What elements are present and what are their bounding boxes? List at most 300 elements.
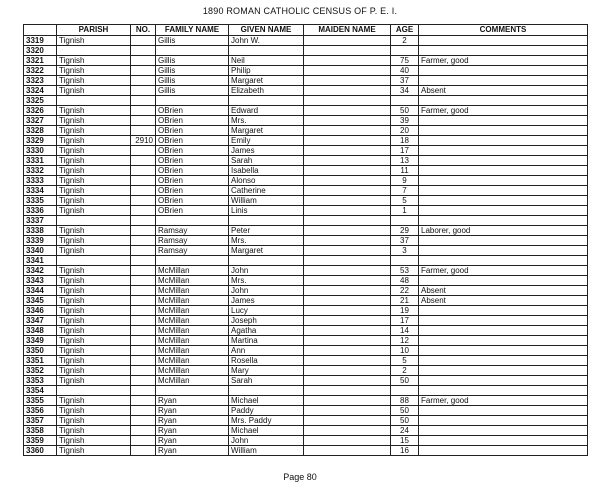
table-row (24, 126, 588, 136)
given-name-cell: Catherine (229, 186, 304, 196)
age-cell: 3 (391, 246, 419, 256)
age-cell: 29 (391, 226, 419, 236)
age-cell: 1 (391, 206, 419, 216)
maiden-name-cell (304, 196, 391, 206)
maiden-name-cell (304, 76, 391, 86)
row-number: 3340 (24, 246, 57, 256)
comments-cell (419, 206, 588, 216)
given-name-cell: Peter (229, 226, 304, 236)
family-no-cell (131, 346, 156, 356)
row-number: 3320 (24, 46, 57, 56)
row-number: 3325 (24, 96, 57, 106)
given-name-cell: Mrs. (229, 276, 304, 286)
maiden-name-cell (304, 86, 391, 96)
maiden-name-cell (304, 406, 391, 416)
table-row (24, 136, 588, 146)
family-no-cell (131, 266, 156, 276)
given-name-cell: Michael (229, 426, 304, 436)
family-no-cell (131, 126, 156, 136)
comments-cell (419, 176, 588, 186)
table-row (24, 406, 588, 416)
family-no-cell (131, 106, 156, 116)
parish-cell: Tignish (57, 416, 131, 426)
table-row (24, 206, 588, 216)
maiden-name-cell (304, 396, 391, 406)
table-row (24, 426, 588, 436)
comments-cell: Farmer, good (419, 106, 588, 116)
family-name-cell: OBrien (156, 206, 229, 216)
parish-cell: Tignish (57, 406, 131, 416)
age-cell: 50 (391, 376, 419, 386)
parish-cell: Tignish (57, 146, 131, 156)
row-number: 3328 (24, 126, 57, 136)
parish-cell: Tignish (57, 446, 131, 456)
age-cell: 17 (391, 146, 419, 156)
maiden-name-cell (304, 96, 391, 106)
age-cell: 17 (391, 316, 419, 326)
family-name-cell: McMillan (156, 316, 229, 326)
row-number: 3329 (24, 136, 57, 146)
given-name-cell: Neil (229, 56, 304, 66)
family-name-cell: Gillis (156, 76, 229, 86)
parish-cell: Tignish (57, 166, 131, 176)
age-cell (391, 256, 419, 266)
row-number: 3346 (24, 306, 57, 316)
comments-cell (419, 406, 588, 416)
comments-cell: Farmer, good (419, 396, 588, 406)
comments-cell (419, 336, 588, 346)
row-number: 3359 (24, 436, 57, 446)
given-name-cell: Paddy (229, 406, 304, 416)
family-no-cell (131, 416, 156, 426)
given-name-cell: Ann (229, 346, 304, 356)
table-row (24, 216, 588, 226)
maiden-name-cell (304, 136, 391, 146)
maiden-name-cell (304, 176, 391, 186)
row-number: 3348 (24, 326, 57, 336)
age-cell (391, 46, 419, 56)
given-name-cell: John (229, 266, 304, 276)
given-name-cell: Rosella (229, 356, 304, 366)
maiden-name-cell (304, 66, 391, 76)
family-no-cell (131, 186, 156, 196)
given-name-cell: Mrs. Paddy (229, 416, 304, 426)
given-name-cell: Joseph (229, 316, 304, 326)
row-number: 3342 (24, 266, 57, 276)
row-number: 3344 (24, 286, 57, 296)
family-no-cell (131, 246, 156, 256)
given-name-cell: Mrs. (229, 236, 304, 246)
col-header-age: AGE (391, 25, 419, 36)
family-no-cell (131, 36, 156, 46)
census-body (24, 36, 588, 456)
age-cell (391, 216, 419, 226)
comments-cell (419, 46, 588, 56)
row-number: 3322 (24, 66, 57, 76)
comments-cell (419, 236, 588, 246)
family-no-cell (131, 306, 156, 316)
family-name-cell: OBrien (156, 146, 229, 156)
parish-cell: Tignish (57, 156, 131, 166)
row-number: 3330 (24, 146, 57, 156)
comments-cell (419, 136, 588, 146)
family-name-cell: Ryan (156, 406, 229, 416)
comments-cell (419, 96, 588, 106)
comments-cell (419, 436, 588, 446)
table-row (24, 266, 588, 276)
family-no-cell (131, 66, 156, 76)
given-name-cell (229, 256, 304, 266)
age-cell: 50 (391, 416, 419, 426)
family-no-cell (131, 326, 156, 336)
col-header-no: NO. (131, 25, 156, 36)
family-name-cell (156, 216, 229, 226)
family-no-cell (131, 446, 156, 456)
family-name-cell (156, 96, 229, 106)
family-name-cell: OBrien (156, 186, 229, 196)
maiden-name-cell (304, 386, 391, 396)
family-no-cell (131, 176, 156, 186)
family-no-cell (131, 436, 156, 446)
table-row (24, 226, 588, 236)
family-name-cell: Ryan (156, 416, 229, 426)
row-number: 3355 (24, 396, 57, 406)
row-number: 3333 (24, 176, 57, 186)
age-cell: 16 (391, 446, 419, 456)
table-row (24, 236, 588, 246)
given-name-cell (229, 96, 304, 106)
table-row (24, 446, 588, 456)
family-name-cell: Ramsay (156, 246, 229, 256)
age-cell: 5 (391, 196, 419, 206)
parish-cell: Tignish (57, 106, 131, 116)
row-number: 3353 (24, 376, 57, 386)
table-row (24, 436, 588, 446)
family-name-cell: OBrien (156, 166, 229, 176)
table-row (24, 96, 588, 106)
parish-cell: Tignish (57, 86, 131, 96)
family-no-cell (131, 86, 156, 96)
parish-cell: Tignish (57, 246, 131, 256)
comments-cell (419, 126, 588, 136)
family-no-cell (131, 296, 156, 306)
family-name-cell: Ryan (156, 426, 229, 436)
age-cell: 53 (391, 266, 419, 276)
maiden-name-cell (304, 436, 391, 446)
table-row (24, 396, 588, 406)
age-cell: 48 (391, 276, 419, 286)
parish-cell: Tignish (57, 136, 131, 146)
family-no-cell (131, 206, 156, 216)
maiden-name-cell (304, 316, 391, 326)
parish-cell (57, 256, 131, 266)
row-number: 3337 (24, 216, 57, 226)
age-cell: 75 (391, 56, 419, 66)
parish-cell: Tignish (57, 286, 131, 296)
parish-cell: Tignish (57, 56, 131, 66)
family-name-cell: Gillis (156, 66, 229, 76)
given-name-cell: Philip (229, 66, 304, 76)
comments-cell (419, 316, 588, 326)
age-cell: 37 (391, 236, 419, 246)
maiden-name-cell (304, 56, 391, 66)
census-table (23, 24, 588, 456)
comments-cell (419, 66, 588, 76)
maiden-name-cell (304, 426, 391, 436)
maiden-name-cell (304, 296, 391, 306)
table-row (24, 256, 588, 266)
given-name-cell: John (229, 436, 304, 446)
maiden-name-cell (304, 216, 391, 226)
parish-cell: Tignish (57, 436, 131, 446)
row-number: 3358 (24, 426, 57, 436)
age-cell: 34 (391, 86, 419, 96)
maiden-name-cell (304, 326, 391, 336)
maiden-name-cell (304, 146, 391, 156)
parish-cell: Tignish (57, 176, 131, 186)
maiden-name-cell (304, 46, 391, 56)
family-no-cell (131, 356, 156, 366)
family-name-cell: McMillan (156, 376, 229, 386)
parish-cell: Tignish (57, 336, 131, 346)
given-name-cell (229, 46, 304, 56)
parish-cell (57, 46, 131, 56)
col-header-maiden-name: MAIDEN NAME (304, 25, 391, 36)
given-name-cell: Sarah (229, 376, 304, 386)
parish-cell: Tignish (57, 206, 131, 216)
family-no-cell (131, 156, 156, 166)
age-cell: 50 (391, 406, 419, 416)
comments-cell (419, 416, 588, 426)
comments-cell: Laborer, good (419, 226, 588, 236)
table-row (24, 356, 588, 366)
given-name-cell: Michael (229, 396, 304, 406)
given-name-cell: John W. (229, 36, 304, 46)
comments-cell (419, 76, 588, 86)
comments-cell (419, 186, 588, 196)
maiden-name-cell (304, 206, 391, 216)
comments-cell (419, 366, 588, 376)
age-cell: 5 (391, 356, 419, 366)
comments-cell (419, 156, 588, 166)
family-name-cell: Gillis (156, 86, 229, 96)
col-header-parish: PARISH (57, 25, 131, 36)
given-name-cell: Mary (229, 366, 304, 376)
maiden-name-cell (304, 166, 391, 176)
comments-cell: Absent (419, 286, 588, 296)
maiden-name-cell (304, 36, 391, 46)
maiden-name-cell (304, 356, 391, 366)
maiden-name-cell (304, 236, 391, 246)
maiden-name-cell (304, 336, 391, 346)
given-name-cell: Isabella (229, 166, 304, 176)
family-name-cell: Ryan (156, 446, 229, 456)
parish-cell: Tignish (57, 236, 131, 246)
col-header-number (24, 25, 57, 36)
row-number: 3351 (24, 356, 57, 366)
age-cell: 88 (391, 396, 419, 406)
table-row (24, 286, 588, 296)
parish-cell: Tignish (57, 266, 131, 276)
family-no-cell (131, 216, 156, 226)
table-row (24, 366, 588, 376)
table-row (24, 156, 588, 166)
table-row (24, 106, 588, 116)
given-name-cell: Alonso (229, 176, 304, 186)
age-cell: 2 (391, 36, 419, 46)
row-number: 3338 (24, 226, 57, 236)
comments-cell (419, 196, 588, 206)
row-number: 3354 (24, 386, 57, 396)
col-header-family-name: FAMILY NAME (156, 25, 229, 36)
family-no-cell (131, 366, 156, 376)
age-cell: 13 (391, 156, 419, 166)
header-row (24, 25, 588, 36)
parish-cell: Tignish (57, 196, 131, 206)
family-no-cell (131, 426, 156, 436)
family-name-cell: OBrien (156, 196, 229, 206)
parish-cell: Tignish (57, 326, 131, 336)
parish-cell: Tignish (57, 226, 131, 236)
parish-cell: Tignish (57, 376, 131, 386)
parish-cell: Tignish (57, 36, 131, 46)
family-name-cell (156, 46, 229, 56)
comments-cell (419, 216, 588, 226)
maiden-name-cell (304, 126, 391, 136)
family-name-cell: McMillan (156, 276, 229, 286)
family-name-cell: McMillan (156, 356, 229, 366)
parish-cell: Tignish (57, 346, 131, 356)
parish-cell: Tignish (57, 356, 131, 366)
comments-cell (419, 356, 588, 366)
given-name-cell: Margaret (229, 246, 304, 256)
comments-cell (419, 36, 588, 46)
parish-cell: Tignish (57, 296, 131, 306)
family-no-cell (131, 256, 156, 266)
parish-cell: Tignish (57, 116, 131, 126)
age-cell: 18 (391, 136, 419, 146)
age-cell: 19 (391, 306, 419, 316)
comments-cell (419, 256, 588, 266)
family-no-cell (131, 166, 156, 176)
parish-cell (57, 216, 131, 226)
family-no-cell (131, 316, 156, 326)
table-row (24, 196, 588, 206)
given-name-cell: Martina (229, 336, 304, 346)
maiden-name-cell (304, 266, 391, 276)
given-name-cell: Linis (229, 206, 304, 216)
row-number: 3326 (24, 106, 57, 116)
age-cell: 22 (391, 286, 419, 296)
table-row (24, 46, 588, 56)
comments-cell (419, 376, 588, 386)
table-row (24, 86, 588, 96)
given-name-cell: James (229, 146, 304, 156)
given-name-cell: William (229, 446, 304, 456)
comments-cell (419, 276, 588, 286)
family-name-cell: McMillan (156, 286, 229, 296)
given-name-cell: Agatha (229, 326, 304, 336)
age-cell: 21 (391, 296, 419, 306)
age-cell: 37 (391, 76, 419, 86)
table-row (24, 76, 588, 86)
given-name-cell: William (229, 196, 304, 206)
comments-cell: Absent (419, 86, 588, 96)
family-name-cell: OBrien (156, 156, 229, 166)
row-number: 3357 (24, 416, 57, 426)
family-name-cell: Gillis (156, 56, 229, 66)
maiden-name-cell (304, 156, 391, 166)
age-cell: 12 (391, 336, 419, 346)
given-name-cell: Margaret (229, 126, 304, 136)
family-no-cell (131, 386, 156, 396)
family-no-cell (131, 396, 156, 406)
document-title: 1890 ROMAN CATHOLIC CENSUS OF P. E. I. (202, 6, 398, 16)
age-cell (391, 386, 419, 396)
family-name-cell (156, 386, 229, 396)
given-name-cell (229, 386, 304, 396)
comments-cell (419, 306, 588, 316)
family-name-cell: McMillan (156, 366, 229, 376)
age-cell: 14 (391, 326, 419, 336)
family-no-cell (131, 146, 156, 156)
row-number: 3327 (24, 116, 57, 126)
maiden-name-cell (304, 306, 391, 316)
table-row (24, 166, 588, 176)
maiden-name-cell (304, 186, 391, 196)
table-row (24, 376, 588, 386)
family-no-cell (131, 286, 156, 296)
row-number: 3349 (24, 336, 57, 346)
family-no-cell (131, 376, 156, 386)
table-row (24, 296, 588, 306)
comments-cell (419, 326, 588, 336)
table-row (24, 386, 588, 396)
comments-cell (419, 426, 588, 436)
parish-cell: Tignish (57, 66, 131, 76)
row-number: 3360 (24, 446, 57, 456)
table-row (24, 56, 588, 66)
parish-cell (57, 386, 131, 396)
family-no-cell (131, 236, 156, 246)
age-cell: 2 (391, 366, 419, 376)
parish-cell: Tignish (57, 396, 131, 406)
family-name-cell: McMillan (156, 296, 229, 306)
given-name-cell: James (229, 296, 304, 306)
given-name-cell: Mrs. (229, 116, 304, 126)
table-row (24, 336, 588, 346)
row-number: 3321 (24, 56, 57, 66)
family-name-cell: OBrien (156, 176, 229, 186)
comments-cell (419, 116, 588, 126)
given-name-cell: John (229, 286, 304, 296)
row-number: 3334 (24, 186, 57, 196)
given-name-cell: Edward (229, 106, 304, 116)
family-no-cell (131, 46, 156, 56)
row-number: 3341 (24, 256, 57, 266)
family-no-cell (131, 96, 156, 106)
family-name-cell: Ryan (156, 396, 229, 406)
row-number: 3336 (24, 206, 57, 216)
parish-cell: Tignish (57, 126, 131, 136)
family-no-cell (131, 406, 156, 416)
maiden-name-cell (304, 106, 391, 116)
maiden-name-cell (304, 276, 391, 286)
age-cell: 20 (391, 126, 419, 136)
family-no-cell (131, 276, 156, 286)
table-row (24, 186, 588, 196)
comments-cell: Absent (419, 296, 588, 306)
